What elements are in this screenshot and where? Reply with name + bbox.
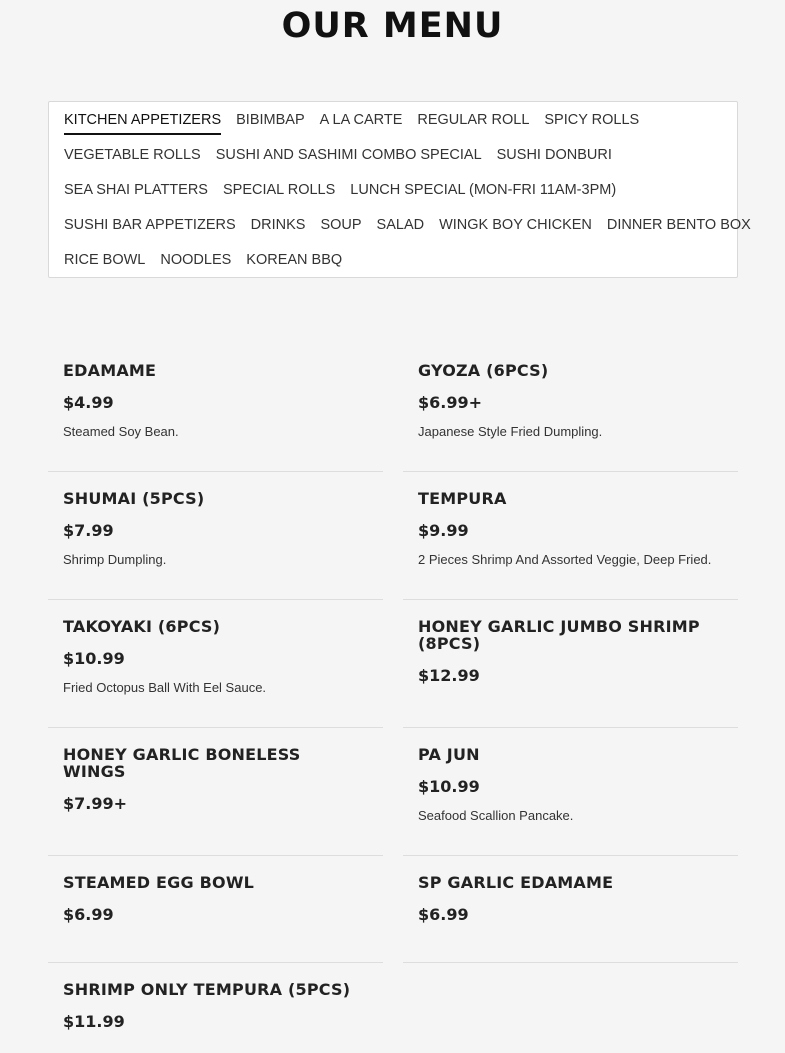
tab-rice-bowl[interactable]: RICE BOWL	[64, 252, 146, 268]
menu-item[interactable]	[403, 728, 738, 856]
tab-salad[interactable]: SALAD	[376, 217, 425, 233]
menu-item-description: Fried Octopus Ball With Eel Sauce.	[63, 680, 267, 695]
tab-row	[64, 143, 737, 178]
menu-item[interactable]	[403, 856, 738, 963]
menu-item-price: $12.99	[418, 666, 480, 685]
menu-item-price: $11.99	[63, 1012, 125, 1031]
tab-sea-shai-platters[interactable]: SEA SHAI PLATTERS	[64, 182, 208, 198]
tab-vegetable-rolls[interactable]: VEGETABLE ROLLS	[64, 147, 201, 163]
tab-bibimbap[interactable]: BIBIMBAP	[236, 112, 305, 128]
menu-item-price: $9.99	[418, 521, 469, 540]
menu-item-description: Seafood Scallion Pancake.	[418, 808, 574, 823]
menu-item-description: Japanese Style Fried Dumpling.	[418, 424, 603, 439]
tab-soup[interactable]: SOUP	[320, 217, 362, 233]
menu-item-description: Steamed Soy Bean.	[63, 424, 179, 439]
tab-wingk-boy-chicken[interactable]: WINGK BOY CHICKEN	[439, 217, 592, 233]
tab-dinner-bento-box[interactable]: DINNER BENTO BOX	[606, 217, 751, 233]
tab-row	[64, 248, 737, 283]
menu-item-name: SHUMAI (5PCS)	[63, 489, 205, 508]
menu-item-price: $7.99+	[63, 794, 128, 813]
menu-item[interactable]	[48, 600, 383, 728]
menu-item[interactable]	[403, 344, 738, 472]
tab-sushi-donburi[interactable]: SUSHI DONBURI	[496, 147, 612, 163]
menu-item-price: $4.99	[63, 393, 114, 412]
menu-item[interactable]	[403, 600, 738, 728]
tab-a-la-carte[interactable]: A LA CARTE	[319, 112, 403, 128]
menu-item-name: GYOZA (6PCS)	[418, 361, 549, 380]
menu-category-tabs	[48, 101, 751, 278]
menu-items-grid	[48, 344, 738, 1053]
menu-item-price: $6.99+	[418, 393, 483, 412]
menu-item-name: SHRIMP ONLY TEMPURA (5PCS)	[63, 980, 351, 999]
menu-item-name: STEAMED EGG BOWL	[63, 873, 255, 892]
menu-item-price: $10.99	[418, 777, 480, 796]
menu-item-name: EDAMAME	[63, 361, 157, 380]
menu-item-description: Shrimp Dumpling.	[63, 552, 167, 567]
menu-item-price: $6.99	[418, 905, 469, 924]
menu-item-name: HONEY GARLIC JUMBO SHRIMP (8PCS)	[418, 617, 700, 653]
page-title: OUR MENU	[281, 6, 504, 46]
menu-item[interactable]	[48, 963, 383, 1053]
tab-regular-roll[interactable]: REGULAR ROLL	[417, 112, 530, 128]
tab-sushi-and-sashimi-combo-special[interactable]: SUSHI AND SASHIMI COMBO SPECIAL	[215, 147, 482, 163]
menu-item-description: 2 Pieces Shrimp And Assorted Veggie, Deep Fried.	[418, 552, 712, 567]
tab-row	[64, 178, 737, 213]
menu-item-name: PA JUN	[418, 745, 480, 764]
menu-item-name: TAKOYAKI (6PCS)	[63, 617, 221, 636]
menu-item[interactable]	[48, 344, 383, 472]
menu-item[interactable]	[48, 472, 383, 600]
tab-noodles[interactable]: NOODLES	[160, 252, 232, 268]
menu-item-name: HONEY GARLIC BONELESS WINGS	[63, 745, 301, 781]
tab-drinks[interactable]: DRINKS	[250, 217, 306, 233]
tab-row	[64, 213, 751, 248]
tab-lunch-special-mon-fri-11am-3pm[interactable]: LUNCH SPECIAL (MON-FRI 11AM-3PM)	[350, 182, 617, 198]
tab-special-rolls[interactable]: SPECIAL ROLLS	[222, 182, 336, 198]
menu-item-name: TEMPURA	[418, 489, 507, 508]
menu-item-name: SP GARLIC EDAMAME	[418, 873, 614, 892]
menu-item[interactable]	[48, 856, 383, 963]
menu-item[interactable]	[48, 728, 383, 856]
menu-item-price: $10.99	[63, 649, 125, 668]
tab-kitchen-appetizers[interactable]: KITCHEN APPETIZERS	[64, 108, 221, 135]
menu-item[interactable]	[403, 472, 738, 600]
tab-spicy-rolls[interactable]: SPICY ROLLS	[544, 112, 640, 128]
tab-korean-bbq[interactable]: KOREAN BBQ	[246, 252, 343, 268]
tab-sushi-bar-appetizers[interactable]: SUSHI BAR APPETIZERS	[64, 217, 236, 233]
tab-row	[64, 108, 737, 143]
menu-item-price: $6.99	[63, 905, 114, 924]
menu-item-price: $7.99	[63, 521, 114, 540]
